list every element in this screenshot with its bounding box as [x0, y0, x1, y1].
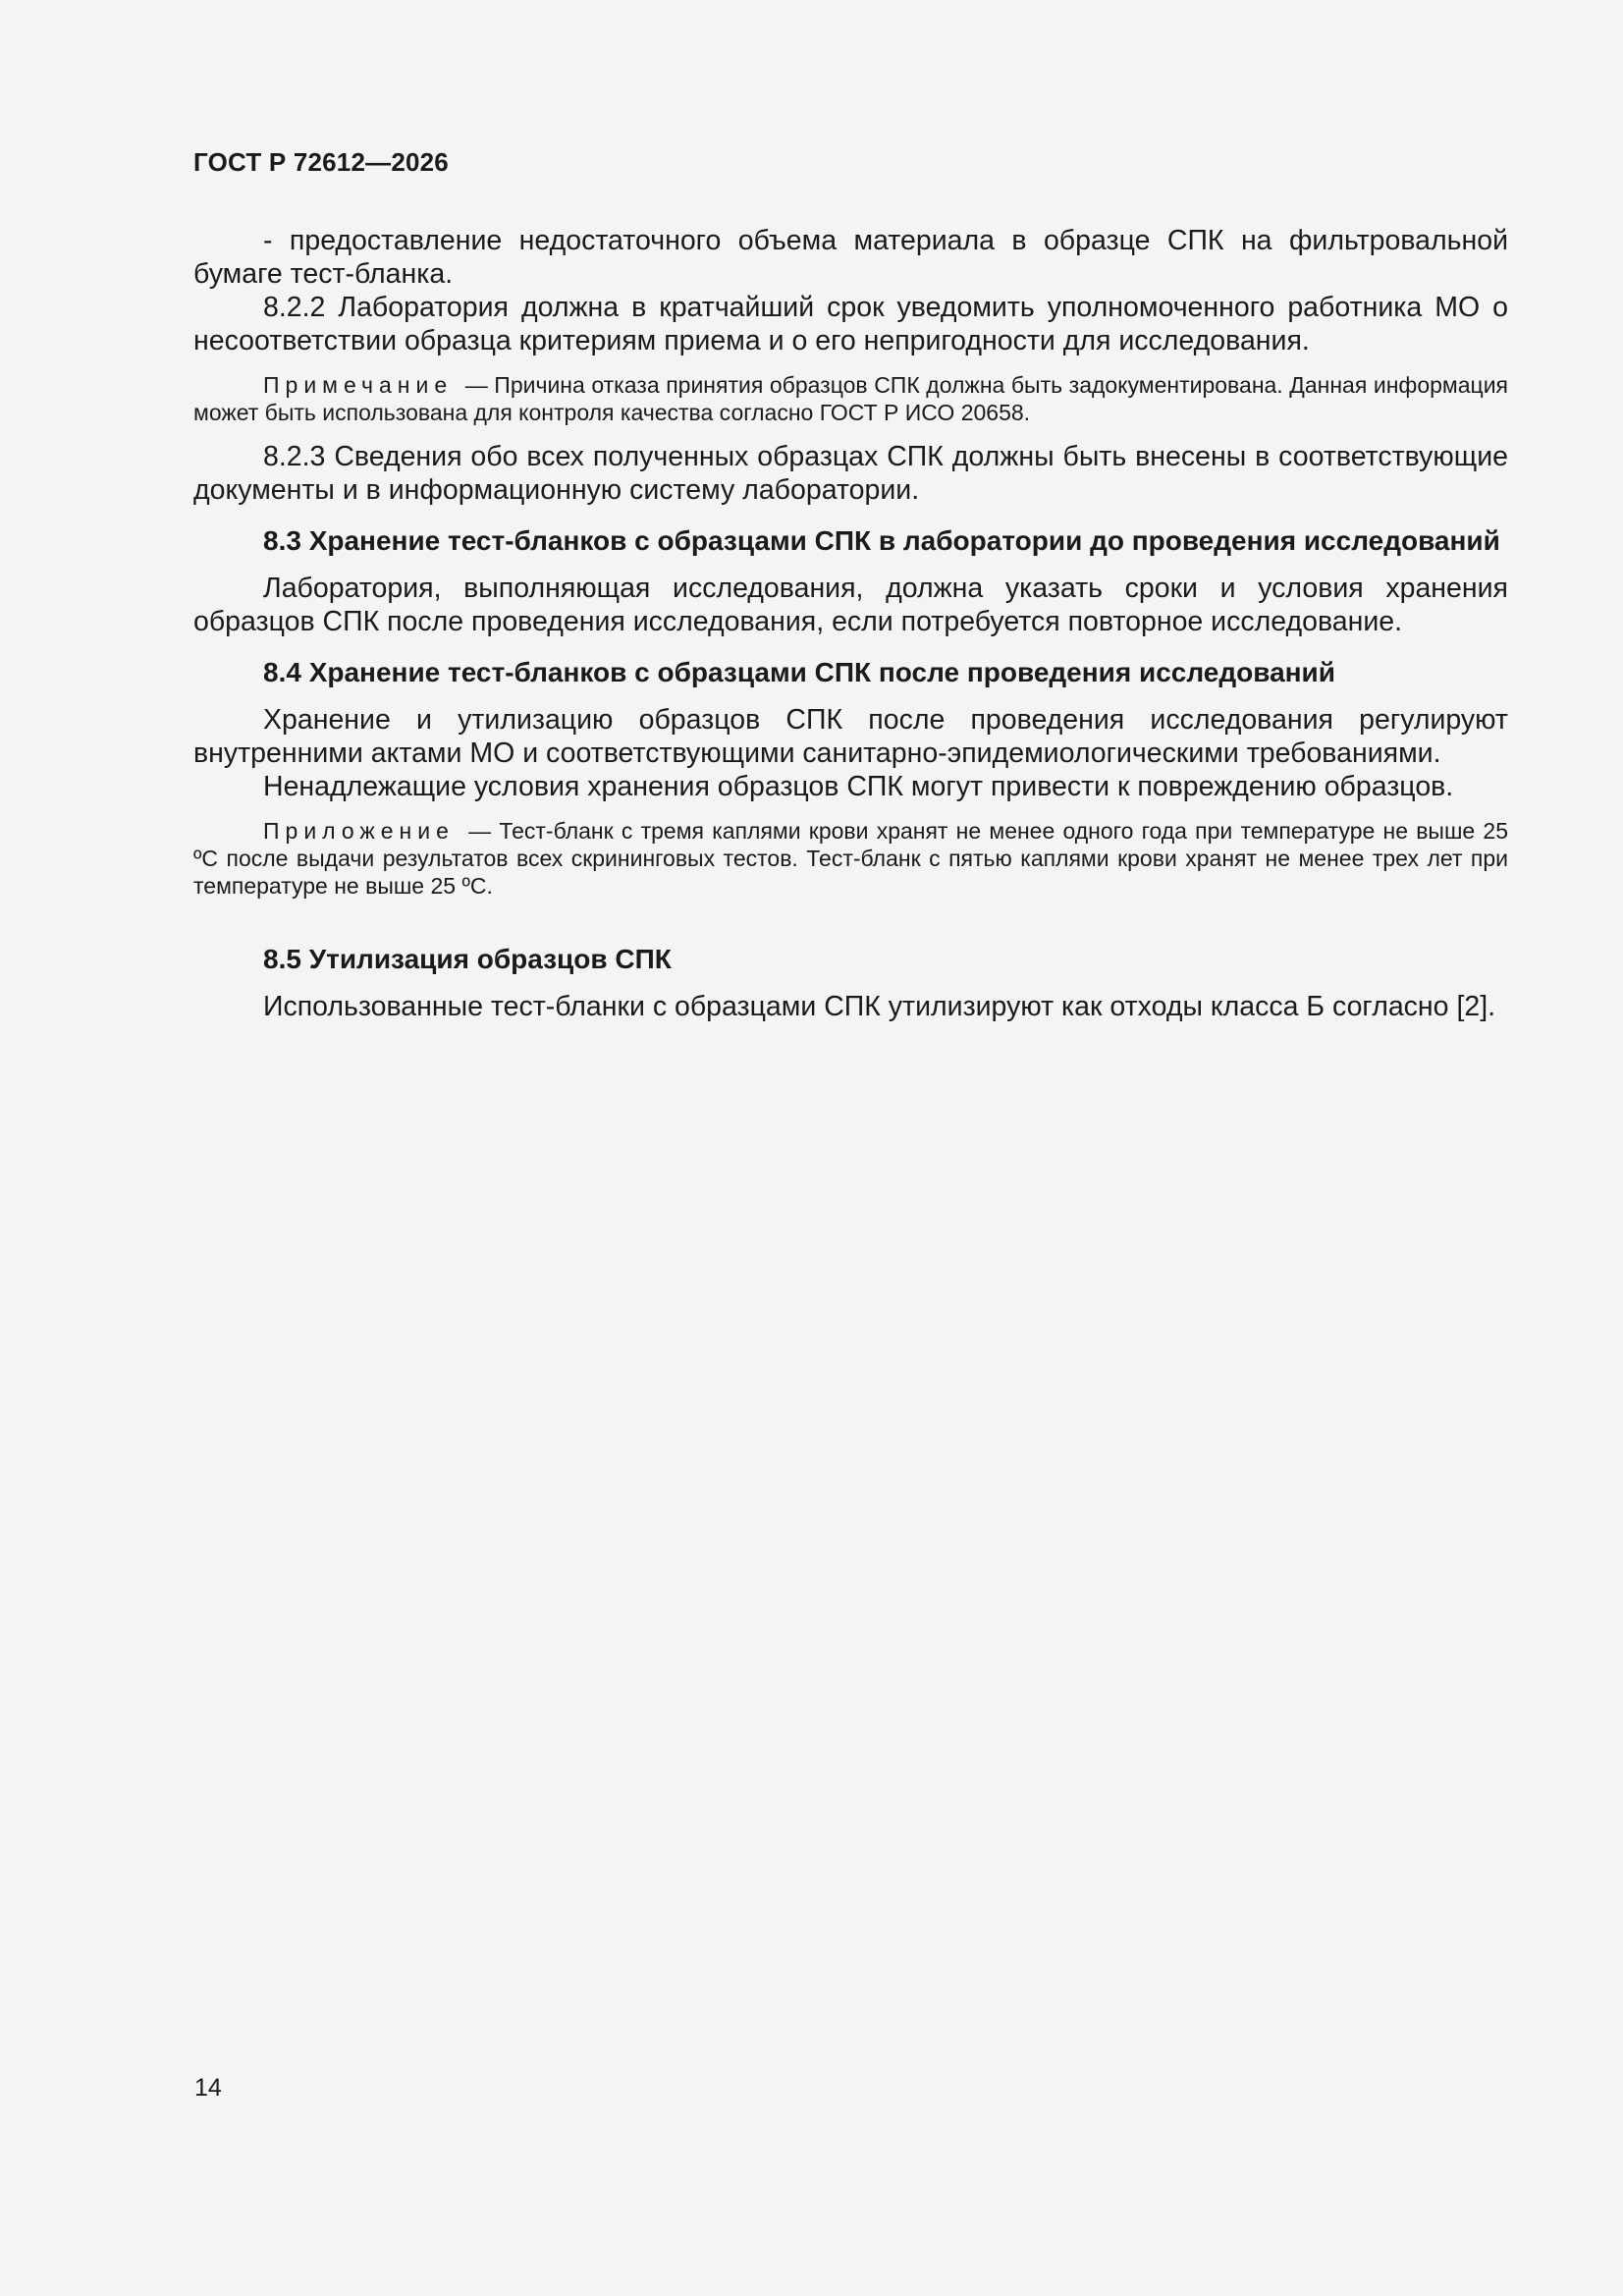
paragraph-8-2-2: 8.2.2 Лаборатория должна в кратчайший срок уведомить уполномоченного работника МО о несоответствии образца критериям приема и о его непригодности для исследования.	[193, 292, 1508, 356]
appendix-text: — Тест-бланк с тремя каплями крови хранят не менее одного года при температуре не выше 25 ºС после выдачи результатов всех скрининговых тестов. Тест-бланк с пятью каплями крови хранят не менее трех лет при температуре не выше 25 ºС.	[193, 818, 1508, 899]
paragraph-8-3-body: Лаборатория, выполняющая исследования, должна указать сроки и условия хранения образцов СПК после проведения исследования, если потребуется повторное исследование.	[193, 573, 1508, 637]
paragraph-material-volume: - предоставление недостаточного объема материала в образце СПК на фильтровальной бумаге тест-бланка.	[193, 225, 1508, 290]
paragraph-8-4-damage: Ненадлежащие условия хранения образцов СПК могут привести к повреждению образцов.	[263, 771, 1454, 802]
page-number: 14	[194, 2074, 222, 2102]
heading-8-5: 8.5 Утилизация образцов СПК	[263, 944, 672, 974]
note-rejection	[193, 371, 1508, 426]
paragraph-8-2-3: 8.2.3 Сведения обо всех полученных образцах СПК должны быть внесены в соответствующие документы и в информационную систему лаборатории.	[193, 441, 1508, 506]
document-header: ГОСТ Р 72612—2026	[193, 147, 449, 177]
document-body	[193, 224, 1508, 1023]
heading-8-3: 8.3 Хранение тест-бланков с образцами СПК в лаборатории до проведения исследований	[263, 525, 1500, 556]
note-text: — Причина отказа принятия образцов СПК должна быть задокументирована. Данная информация может быть использована для контроля качества согласно ГОСТ Р ИСО 20658.	[193, 372, 1508, 425]
note-label: Примечание	[263, 372, 454, 398]
heading-8-4: 8.4 Хранение тест-бланков с образцами СПК после проведения исследований	[263, 657, 1335, 687]
paragraph-8-4-storage: Хранение и утилизацию образцов СПК после проведения исследования регулируют внутренними актами МО и соответствующими санитарно-эпидемиологическими требованиями.	[193, 704, 1508, 769]
paragraph-8-5-body: Использованные тест-бланки с образцами СПК утилизируют как отходы класса Б согласно [2].	[263, 991, 1496, 1022]
note-appendix	[193, 817, 1508, 900]
appendix-label: Приложение	[263, 818, 455, 844]
